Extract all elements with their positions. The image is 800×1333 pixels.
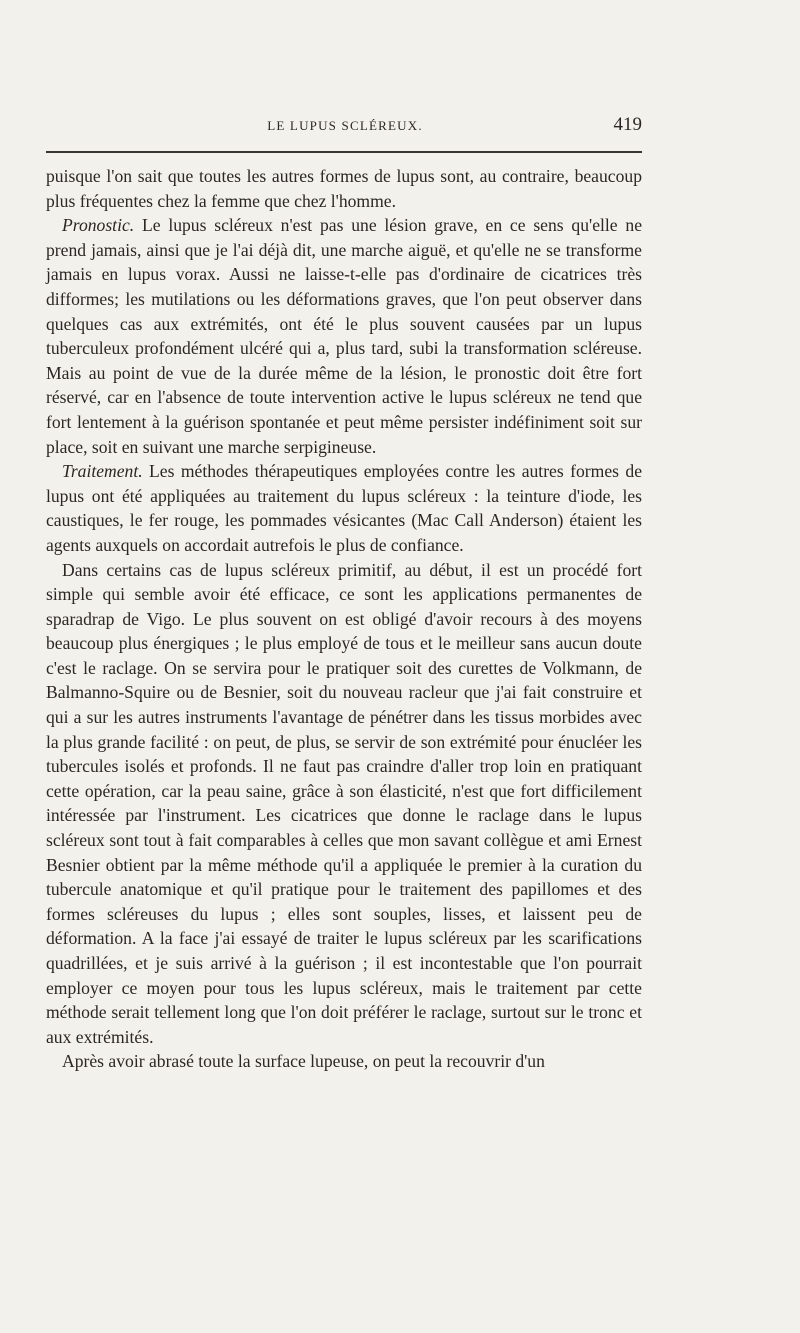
paragraph-text: Dans certains cas de lupus scléreux primitif, au début, il est un procédé fort simple qui semble avoir été efficace, ce sont les applications permanentes de sparadrap de Vigo. Le plus souvent on est obligé d'avoir recours à des moyens beaucoup plus énergiques ; le plus employé de tous et le meilleur sans aucun doute c'est le raclage. On se servira pour le pratiquer soit des curettes de Volkmann, de Balmanno-Squire ou de Besnier, soit du nouveau racleur que j'ai fait construire et qui a sur les autres instruments l'avantage de pénétrer dans les tissus morbides avec la plus grande facilité : on peut, de plus, se servir de son extrémité pour énucléer les tubercules isolés et profonds. Il ne faut pas craindre d'aller trop loin en pratiquant cette opération, car la peau saine, grâce à son élasticité, n'est que fort difficilement intéressée par l'instrument. Les cicatrices que donne le raclage dans le lupus scléreux sont tout à fait comparables à celles que mon savant collègue et ami Ernest Besnier obtient par la même méthode qu'il a appliquée le premier à la curation du tubercule anatomique et qu'il pratique pour le traitement des papillomes et des formes scléreuses du lupus ; elles sont souples, lisses, et laissent peu de déformation. A la face j'ai essayé de traiter le lupus scléreux par les scarifications quadrillées, et je suis arrivé à la guérison ; il est incontestable que l'on pourrait employer ce moyen pour tous les lupus scléreux, mais le traitement par cette méthode serait tellement long que l'on doit préférer le raclage, surtout sur le tronc et aux extrémités. [46,559,642,1047]
page-header [48,116,642,138]
page-number: 419 [613,114,642,135]
paragraph-text: Après avoir abrasé toute la surface lupeuse, on peut la recouvrir d'un [62,1051,545,1072]
paragraph-text: Les méthodes thérapeutiques employées contre les autres formes de lupus ont été appliquées au traitement du lupus scléreux : la teinture d'iode, les caustiques, le fer rouge, les pommades vésicantes (Mac Call Anderson) étaient les agents auxquels on accordait autrefois le plus de confiance. [46,461,642,555]
running-title: LE LUPUS SCLÉREUX. [267,118,423,133]
paragraph-text: puisque l'on sait que toutes les autres formes de lupus sont, au contraire, beaucoup plus fréquentes chez la femme que chez l'homme. [46,166,642,211]
paragraph-text: Le lupus scléreux n'est pas une lésion grave, en ce sens qu'elle ne prend jamais, ainsi que je l'ai déjà dit, une marche aiguë, et qu'elle ne se transforme jamais en lupus vorax. Aussi ne laisse-t-elle pas d'ordinaire de cicatrices très difformes; les mutilations ou les déformations graves, que l'on peut observer dans quelques cas aux extrémités, ont été le plus souvent causées par un lupus tuberculeux profondément ulcéré qui a, plus tard, subi la transformation scléreuse. Mais au point de vue de la durée même de la lésion, le pronostic doit être fort réservé, car en l'absence de toute intervention active le lupus scléreux ne tend que fort lentement à la guérison spontanée et peut même persister indéfiniment soit sur place, soit en suivant une marche serpigineuse. [46,215,642,457]
section-lead-pronostic: Pronostic. [62,215,135,236]
body-text [46,164,642,1074]
paragraph-final [46,1049,642,1074]
paragraph-pronostic [46,213,642,459]
paragraph-traitement [46,459,642,557]
section-lead-traitement: Traitement. [62,461,143,482]
paragraph-raclage [46,558,642,1050]
paragraph-continuation [46,164,642,213]
header-rule [46,151,642,153]
